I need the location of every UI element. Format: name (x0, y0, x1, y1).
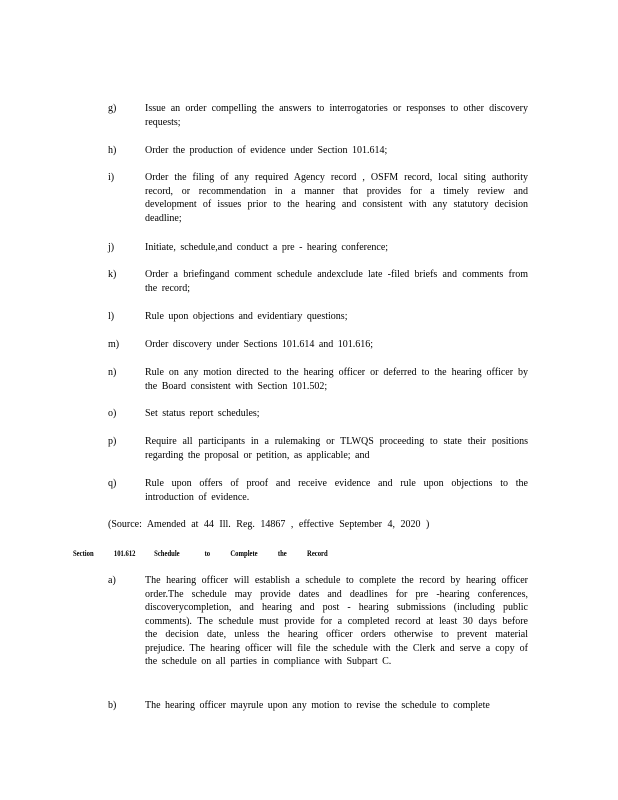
item-text: The hearing officer will establish a schedule to complete the record by hearing officer order.The schedule may provide dates and deadlines for pre -hearing conferences, discoverycompletion, and hearing and post - hearing submissions (including public comments). The schedule must provide for a completed record at least 30 days before the decision date, unless the hearing officer orders otherwise to prevent material prejudice. The hearing officer will file the schedule with the Clerk and serve a copy of the schedule on all parties in compliance with Subpart C. (145, 575, 528, 667)
section-title-word: the (277, 548, 287, 558)
section-title-word: Schedule (154, 548, 180, 558)
list-item (108, 268, 528, 295)
list-item (108, 699, 528, 713)
list-item (108, 574, 528, 669)
item-text: Order the production of evidence under Section 101.614; (145, 145, 388, 156)
section-title-word: Record (307, 548, 328, 558)
list-item (108, 407, 528, 421)
item-text: Issue an order compelling the answers to interrogatories or responses to other discovery requests; (145, 103, 528, 128)
item-text: Require all participants in a rulemaking or TLWQS proceeding to state their positions regarding the proposal or petition, as applicable; and (145, 436, 528, 461)
item-label: g) (108, 103, 117, 114)
item-text: Order a briefingand comment schedule andexclude late -filed briefs and comments from the record; (145, 269, 528, 294)
item-text: Order the filing of any required Agency record , OSFM record, local siting authority record, or recommendation in a manner that provides for a timely review and development of issues prior to the hearing and consistent with any statutory decision deadline; (145, 172, 528, 224)
item-text: Order discovery under Sections 101.614 and 101.616; (145, 339, 374, 350)
list-item (108, 241, 528, 255)
item-text: Rule upon offers of proof and receive evidence and rule upon objections to the introduction of evidence. (145, 478, 528, 503)
item-label: b) (108, 700, 117, 711)
item-label: k) (108, 269, 117, 280)
item-label: i) (108, 172, 115, 183)
list-item (108, 435, 528, 462)
item-label: h) (108, 145, 117, 156)
item-text: Rule on any motion directed to the hearing officer or deferred to the hearing officer by the Board consistent with Section 101.502; (145, 367, 528, 392)
section-title-word: to (204, 548, 211, 558)
item-label: m) (108, 339, 120, 350)
section-label: Section (73, 548, 94, 558)
list-item (108, 171, 528, 225)
item-text: The hearing officer mayrule upon any motion to revise the schedule to complete (145, 700, 490, 711)
item-label: l) (108, 311, 115, 322)
list-item (108, 477, 528, 504)
item-label: n) (108, 367, 117, 378)
item-label: o) (108, 408, 117, 419)
item-text: Set status report schedules; (145, 408, 260, 419)
item-label: j) (108, 242, 115, 253)
section-title-word: Complete (230, 548, 258, 558)
list-item (108, 338, 528, 352)
list-item (108, 366, 528, 393)
section-heading (73, 547, 328, 561)
source-note: (Source: Amended at 44 Ill. Reg. 14867 , effective September 4, 2020 ) (108, 519, 430, 530)
list-item (108, 102, 528, 129)
section-number: 101.612 (113, 548, 136, 558)
item-label: a) (108, 575, 116, 586)
item-label: p) (108, 436, 117, 447)
item-text: Initiate, schedule,and conduct a pre - hearing conference; (145, 242, 389, 253)
list-item (108, 144, 528, 158)
item-label: q) (108, 478, 117, 489)
item-text: Rule upon objections and evidentiary questions; (145, 311, 348, 322)
list-item (108, 310, 528, 324)
